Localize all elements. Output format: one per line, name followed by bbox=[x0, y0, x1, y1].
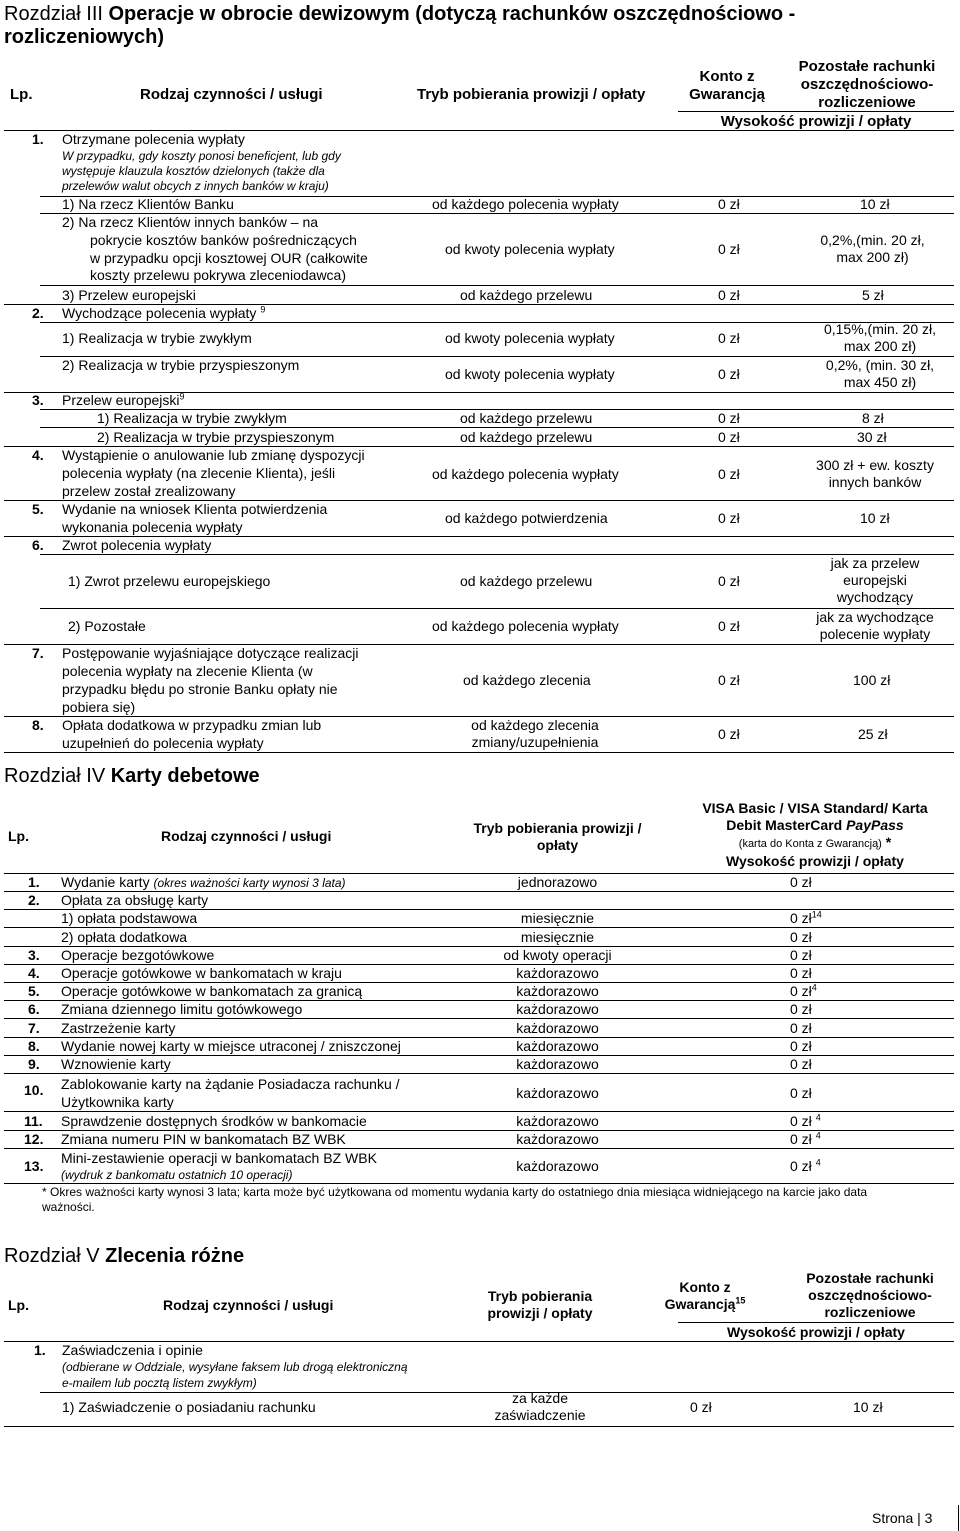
row-pozostale: 0,2%,(min. 20 zł, max 200 zł) bbox=[820, 232, 925, 265]
row-number: 4. bbox=[32, 447, 44, 463]
row-pozostale: 10 zł bbox=[860, 510, 890, 526]
col-header-visa: VISA Basic / VISA Standard/ Karta Debit MasterCard PayPass (karta do Konta z Gwarancją) * bbox=[702, 800, 928, 850]
row-note: (odbierane w Oddziale, wysyłane faksem lub drogą elektroniczną bbox=[62, 1360, 408, 1374]
row-tryb: każdorazowo bbox=[516, 1113, 599, 1129]
row-value: 0 $zł^{14}$ bbox=[790, 909, 822, 926]
row-title: pobiera się) bbox=[62, 699, 136, 715]
row-title: Przelew europejski$^9$ bbox=[62, 391, 185, 408]
row-value: 0 $zł^4$ bbox=[790, 982, 817, 999]
row-value: 0 zł $^4$ bbox=[790, 1157, 821, 1174]
row-pozostale: 5 zł bbox=[862, 287, 884, 303]
row-number: 8. bbox=[28, 1038, 40, 1054]
row-tryb: jednorazowo bbox=[517, 874, 598, 890]
row-label: 2) Realizacja w trybie przyspieszonym bbox=[97, 429, 335, 445]
row-tryb: każdorazowo bbox=[516, 1056, 599, 1072]
col-header-lp: Lp. bbox=[8, 828, 29, 844]
row-value: 0 zł $^4$ bbox=[790, 1112, 821, 1129]
row-konto: 0 zł bbox=[718, 726, 740, 742]
row-number: 3. bbox=[28, 947, 40, 963]
col-header-lp: Lp. bbox=[8, 1297, 29, 1313]
row-label: 2) Na rzecz Klientów innych banków – na bbox=[62, 214, 319, 230]
col-header-rodzaj: Rodzaj czynności / usługi bbox=[161, 828, 332, 844]
col-header-wysokosc: Wysokość prowizji / opłaty bbox=[720, 113, 912, 130]
section-3-title-cont: rozliczeniowych) bbox=[4, 26, 165, 48]
row-note: występuje klauzula kosztów dzielonych (także dla bbox=[62, 164, 325, 178]
row-konto: 0 zł bbox=[718, 196, 740, 212]
row-konto: 0 zł bbox=[718, 672, 740, 688]
row-label: 1) Na rzecz Klientów Banku bbox=[62, 196, 234, 212]
row-number: 1. bbox=[34, 1342, 46, 1358]
row-konto: 0 zł bbox=[718, 573, 740, 589]
row-pozostale: 25 zł bbox=[858, 726, 888, 742]
row-title: Zaświadczenia i opinie bbox=[62, 1342, 203, 1358]
row-konto: 0 zł bbox=[718, 410, 740, 426]
row-tryb: od każdego zlecenia zmiany/uzupełnienia bbox=[471, 717, 599, 750]
row-pozostale: 30 zł bbox=[857, 429, 887, 445]
row-label: 1) Zaświadczenie o posiadaniu rachunku bbox=[62, 1399, 316, 1415]
row-pozostale: jak za wychodzące polecenie wypłaty bbox=[816, 609, 934, 642]
row-pozostale: 100 zł bbox=[853, 672, 891, 688]
col-header-rodzaj: Rodzaj czynności / usługi bbox=[140, 86, 323, 103]
row-tryb: od kwoty polecenia wypłaty bbox=[445, 330, 615, 346]
row-tryb: od kwoty operacji bbox=[503, 947, 612, 963]
row-tryb: miesięcznie bbox=[520, 910, 595, 926]
row-konto: 0 zł bbox=[718, 466, 740, 482]
row-tryb: od każdego potwierdzenia bbox=[445, 510, 608, 526]
row-tryb: każdorazowo bbox=[516, 1131, 599, 1147]
row-konto: 0 zł bbox=[718, 330, 740, 346]
row-label: 1) Zwrot przelewu europejskiego bbox=[68, 573, 271, 589]
row-note: (wydruk z bankomatu ostatnich 10 operacji) bbox=[61, 1168, 293, 1182]
row-number: 6. bbox=[28, 1001, 40, 1017]
row-konto: 0 zł bbox=[718, 510, 740, 526]
row-title: Wystąpienie o anulowanie lub zmianę dyspozycji bbox=[62, 447, 365, 463]
row-number: 9. bbox=[28, 1056, 40, 1072]
row-label: 2) opłata dodatkowa bbox=[61, 929, 188, 945]
row-label: Wznowienie karty bbox=[61, 1056, 171, 1072]
row-value: 0 zł bbox=[790, 1001, 812, 1017]
row-value: 0 zł bbox=[790, 947, 812, 963]
row-title: Otrzymane polecenia wypłaty bbox=[62, 131, 245, 147]
row-number: 5. bbox=[28, 983, 40, 999]
row-label: 1) Realizacja w trybie zwykłym bbox=[62, 330, 252, 346]
col-header-pozostale: Pozostałe rachunki oszczędnościowo- rozliczeniowe bbox=[806, 1270, 934, 1320]
row-number: 8. bbox=[32, 717, 44, 733]
row-tryb: od kwoty polecenia wypłaty bbox=[445, 366, 615, 382]
row-title: Zwrot polecenia wypłaty bbox=[62, 537, 212, 553]
row-tryb: miesięcznie bbox=[520, 929, 595, 945]
row-label: Zastrzeżenie karty bbox=[61, 1020, 176, 1036]
row-value: 0 zł bbox=[790, 1038, 812, 1054]
row-number: 5. bbox=[32, 501, 44, 517]
row-number: 10. bbox=[24, 1082, 44, 1098]
row-tryb: od każdego polecenia wypłaty bbox=[432, 196, 619, 212]
row-tryb: za każde zaświadczenie bbox=[494, 1390, 586, 1423]
row-tryb: każdorazowo bbox=[516, 1038, 599, 1054]
row-label: Sprawdzenie dostępnych środków w bankomacie bbox=[61, 1113, 367, 1129]
row-number: 1. bbox=[28, 874, 40, 890]
row-tryb: od każdego przelewu bbox=[460, 410, 593, 426]
row-number: 12. bbox=[24, 1131, 44, 1147]
row-number: 4. bbox=[28, 965, 40, 981]
footnote: ważności. bbox=[42, 1200, 95, 1214]
col-header-tryb: Tryb pobierania prowizji / opłaty bbox=[487, 1288, 593, 1321]
row-label: Mini-zestawienie operacji w bankomatach BZ WBK bbox=[61, 1150, 377, 1166]
row-tryb: każdorazowo bbox=[516, 1085, 599, 1101]
row-number: 3. bbox=[32, 392, 44, 408]
row-tryb: każdorazowo bbox=[516, 1001, 599, 1017]
row-title: polecenia wypłaty (na zlecenie Klienta), jeśli bbox=[62, 465, 336, 481]
row-value: 0 zł $^4$ bbox=[790, 1130, 821, 1147]
row-konto: 0 zł bbox=[718, 429, 740, 445]
row-title: polecenia wypłaty na zlecenie Klienta (w bbox=[62, 663, 313, 679]
row-label: Zmiana dziennego limitu gotówkowego bbox=[61, 1001, 303, 1017]
row-number: 6. bbox=[32, 537, 44, 553]
col-header-konto: Konto z Gwarancją$^{15}$ bbox=[664, 1279, 746, 1312]
row-value: 0 zł bbox=[790, 1056, 812, 1072]
row-label: 2) Realizacja w trybie przyspieszonym bbox=[62, 357, 300, 373]
row-value: 0 zł bbox=[790, 929, 812, 945]
row-number: 2. bbox=[32, 305, 44, 321]
row-tryb: każdorazowo bbox=[516, 1158, 599, 1174]
row-pozostale: jak za przelew europejski wychodzący bbox=[830, 555, 920, 605]
row-title: Postępowanie wyjaśniające dotyczące realizacji bbox=[62, 645, 359, 661]
row-number: 7. bbox=[32, 645, 44, 661]
section-5-title: Rozdział V Zlecenia różne bbox=[4, 1245, 245, 1267]
row-title: przypadku błędu po stronie Banku opłaty nie bbox=[62, 681, 338, 697]
row-label: pokrycie kosztów banków pośredniczących bbox=[90, 232, 357, 248]
section-4-title: Rozdział IV Karty debetowe bbox=[4, 765, 260, 787]
row-note: e-mailem lub pocztą listem zwykłym) bbox=[62, 1376, 257, 1390]
row-tryb: od każdego zlecenia bbox=[463, 672, 591, 688]
col-header-pozostale: Pozostałe rachunki oszczędnościowo- rozliczeniowe bbox=[798, 58, 936, 111]
row-label: Wydanie nowej karty w miejsce utraconej / zniszczonej bbox=[61, 1038, 401, 1054]
row-label: w przypadku opcji kosztowej OUR (całkowite bbox=[90, 250, 368, 266]
row-pozostale: 10 zł bbox=[860, 196, 890, 212]
row-tryb: każdorazowo bbox=[516, 983, 599, 999]
row-label: Operacje gotówkowe w bankomatach w kraju bbox=[61, 965, 342, 981]
row-konto: 0 zł bbox=[718, 241, 740, 257]
row-tryb: od każdego przelewu bbox=[460, 287, 593, 303]
row-tryb: od każdego polecenia wypłaty bbox=[432, 618, 619, 634]
col-header-tryb: Tryb pobierania prowizji / opłaty bbox=[417, 86, 646, 103]
row-label: Zmiana numeru PIN w bankomatach BZ WBK bbox=[61, 1131, 346, 1147]
row-number: 7. bbox=[28, 1020, 40, 1036]
row-note: (okres ważności karty wynosi 3 lata) bbox=[153, 876, 346, 890]
row-title: uzupełnień do polecenia wypłaty bbox=[62, 735, 264, 751]
row-tryb: od każdego przelewu bbox=[460, 429, 593, 445]
row-konto: 0 zł bbox=[690, 1399, 712, 1415]
row-label: Wydanie karty (okres ważności karty wynosi 3 lata) bbox=[61, 874, 346, 890]
col-header-wysokosc: Wysokość prowizji / opłaty bbox=[727, 1324, 905, 1340]
row-tryb: każdorazowo bbox=[516, 965, 599, 981]
row-title: Wydanie na wniosek Klienta potwierdzenia bbox=[62, 501, 328, 517]
row-konto: 0 zł bbox=[718, 618, 740, 634]
row-tryb: od każdego polecenia wypłaty bbox=[432, 466, 619, 482]
row-tryb: każdorazowo bbox=[516, 1020, 599, 1036]
col-header-konto: Konto z Gwarancją bbox=[689, 68, 765, 103]
row-tryb: od kwoty polecenia wypłaty bbox=[445, 241, 615, 257]
row-title: Wychodzące polecenia wypłaty $^9$ bbox=[62, 304, 266, 321]
row-label: 1) opłata podstawowa bbox=[61, 910, 198, 926]
col-header-lp: Lp. bbox=[10, 86, 33, 103]
col-header-rodzaj: Rodzaj czynności / usługi bbox=[163, 1297, 334, 1313]
row-value: 0 zł bbox=[790, 874, 812, 890]
section-3-title: Rozdział III Operacje w obrocie dewizowym (dotyczą rachunków oszczędnościowo - bbox=[4, 3, 796, 25]
row-title: przelew został zrealizowany bbox=[62, 483, 236, 499]
row-label: 2) Pozostałe bbox=[68, 618, 146, 634]
col-header-tryb: Tryb pobierania prowizji / opłaty bbox=[473, 820, 642, 853]
row-pozostale: 0,15%,(min. 20 zł, max 200 zł) bbox=[823, 321, 937, 354]
row-tryb: od każdego przelewu bbox=[460, 573, 593, 589]
row-konto: 0 zł bbox=[718, 366, 740, 382]
row-value: 0 zł bbox=[790, 965, 812, 981]
row-value: 0 zł bbox=[790, 1085, 812, 1101]
row-label: 3) Przelew europejski bbox=[62, 287, 196, 303]
row-label: Opłata za obsługę karty bbox=[61, 892, 209, 908]
row-label: Zablokowanie karty na żądanie Posiadacza rachunku / bbox=[61, 1076, 400, 1092]
row-pozostale: 10 zł bbox=[853, 1399, 883, 1415]
row-label: Operacje gotówkowe w bankomatach za granicą bbox=[61, 983, 363, 999]
col-header-wysokosc: Wysokość prowizji / opłaty bbox=[726, 853, 904, 869]
row-number: 1. bbox=[32, 131, 44, 147]
row-value: 0 zł bbox=[790, 1020, 812, 1036]
row-label: Użytkownika karty bbox=[61, 1094, 174, 1110]
row-number: 11. bbox=[24, 1113, 43, 1129]
row-number: 2. bbox=[28, 892, 40, 908]
row-label: koszty przelewu pokrywa zleceniodawca) bbox=[90, 267, 346, 283]
row-note: W przypadku, gdy koszty ponosi beneficjent, lub gdy bbox=[62, 149, 341, 163]
page-number: Strona | 3 bbox=[872, 1510, 933, 1526]
row-pozostale: 8 zł bbox=[862, 410, 884, 426]
footnote: * Okres ważności karty wynosi 3 lata; karta może być użytkowana od momentu wydania karty do ostatniego dnia miesiąca widniejącego na karcie jako data bbox=[42, 1185, 868, 1199]
row-pozostale: 300 zł + ew. koszty innych banków bbox=[816, 457, 934, 490]
row-pozostale: 0,2%, (min. 30 zł, max 450 zł) bbox=[825, 357, 935, 390]
row-number: 13. bbox=[24, 1158, 44, 1174]
row-label: 1) Realizacja w trybie zwykłym bbox=[97, 410, 287, 426]
row-konto: 0 zł bbox=[718, 287, 740, 303]
row-title: wykonania polecenia wypłaty bbox=[62, 519, 243, 535]
row-note: przelewów walut obcych z innych banków w kraju) bbox=[62, 179, 329, 193]
row-title: Opłata dodatkowa w przypadku zmian lub bbox=[62, 717, 322, 733]
row-label: Operacje bezgotówkowe bbox=[61, 947, 215, 963]
